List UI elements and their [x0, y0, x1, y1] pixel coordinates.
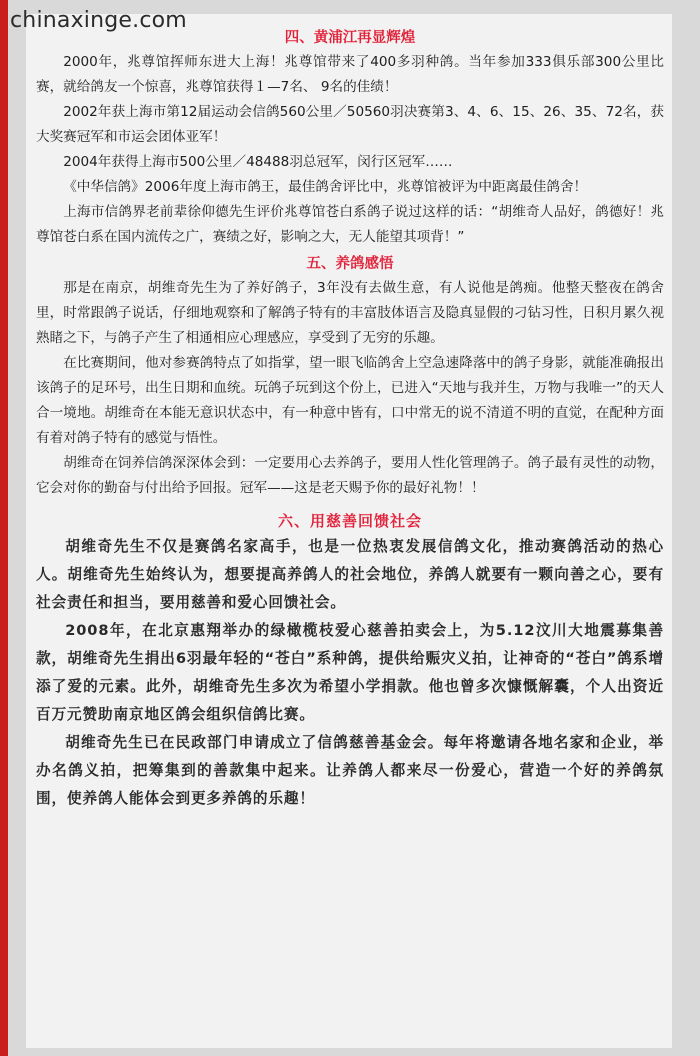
- article-content: [36, 26, 664, 813]
- section-1-heading: 四、黄浦江再显辉煌: [284, 30, 416, 46]
- section-2-paragraph: 在比赛期间，他对参赛鸽特点了如指掌，望一眼飞临鸽舍上空急速降落中的鸽子身影，就能准确报出该鸽子的足环号，出生日期和血统。玩鸽子玩到这个份上，已进入“天地与我并生，万物与我唯一”的天人合一境地。胡维奇在本能无意识状态中，有一种意中皆有，口中常无的说不清道不明的直觉，在配种方面有着对鸽子特有的感觉与悟性。: [36, 355, 664, 446]
- section-3-paragraph: 胡维奇先生不仅是赛鸽名家高手，也是一位热衷发展信鸽文化，推动赛鸽活动的热心人。胡维奇先生始终认为，想要提高养鸽人的社会地位，养鸽人就要有一颗向善之心，要有社会责任和担当，要用慈善和爱心回馈社会。: [36, 538, 664, 611]
- section-1-paragraph: 《中华信鸽》2006年度上海市鸽王，最佳鸽舍评比中，兆尊馆被评为中距离最佳鸽舍！: [63, 179, 588, 195]
- section-3: [36, 509, 664, 813]
- section-2-paragraph: 那是在南京，胡维奇先生为了养好鸽子，3年没有去做生意，有人说他是鸽痴。他整天整夜在鸽舍里，时常跟鸽子说话，仔细地观察和了解鸽子特有的丰富肢体语言及隐真显假的刁钻习性，日积月累久视熟睹之下，与鸽子产生了相通相应心理感应，享受到了无穷的乐趣。: [36, 280, 664, 346]
- section-3-paragraph: 胡维奇先生已在民政部门申请成立了信鸽慈善基金会。每年将邀请各地名家和企业，举办名鸽义拍，把筹集到的善款集中起来。让养鸽人都来尽一份爱心，营造一个好的养鸽氛围，使养鸽人能体会到更多养鸽的乐趣！: [36, 734, 664, 807]
- section-1-paragraph: 2000年，兆尊馆挥师东进大上海！兆尊馆带来了400多羽种鸽。当年参加333俱乐部300公里比赛，就给鸽友一个惊喜，兆尊馆获得１—7名、 9名的佳绩！: [36, 54, 664, 95]
- section-3-heading: 六、用慈善回馈社会: [277, 512, 422, 530]
- section-2: [36, 252, 664, 501]
- section-1: [36, 26, 664, 250]
- section-2-heading: 五、养鸽感悟: [306, 256, 394, 272]
- left-red-border: [0, 0, 8, 1056]
- section-3-paragraph: 2008年，在北京惠翔举办的绿橄榄枝爱心慈善拍卖会上，为5.12汶川大地震募集善款，胡维奇先生捐出6羽最年轻的“苍白”系种鸽，提供给赈灾义拍，让神奇的“苍白”鸽系增添了爱的元素。此外，胡维奇先生多次为希望小学捐款。他也曾多次慷慨解囊，个人出资近百万元赞助南京地区鸽会组织信鸽比赛。: [36, 622, 664, 723]
- section-1-paragraph: 上海市信鸽界老前辈徐仰德先生评价兆尊馆苍白系鸽子说过这样的话：“胡维奇人品好，鸽德好！兆尊馆苍白系在国内流传之广，赛绩之好，影响之大，无人能望其项背！”: [36, 204, 664, 245]
- section-1-paragraph: 2002年获上海市第12届运动会信鸽560公里／50560羽决赛第3、4、6、15、26、35、72名，获大奖赛冠军和市运会团体亚军！: [36, 104, 664, 145]
- section-1-paragraph: 2004年获得上海市500公里／48488羽总冠军，闵行区冠军……: [63, 154, 453, 170]
- site-watermark: chinaxinge.com: [10, 8, 187, 33]
- section-2-paragraph: 胡维奇在饲养信鸽深深体会到：一定要用心去养鸽子，要用人性化管理鸽子。鸽子最有灵性的动物，它会对你的勤奋与付出给予回报。冠军——这是老天赐予你的最好礼物！！: [36, 455, 664, 496]
